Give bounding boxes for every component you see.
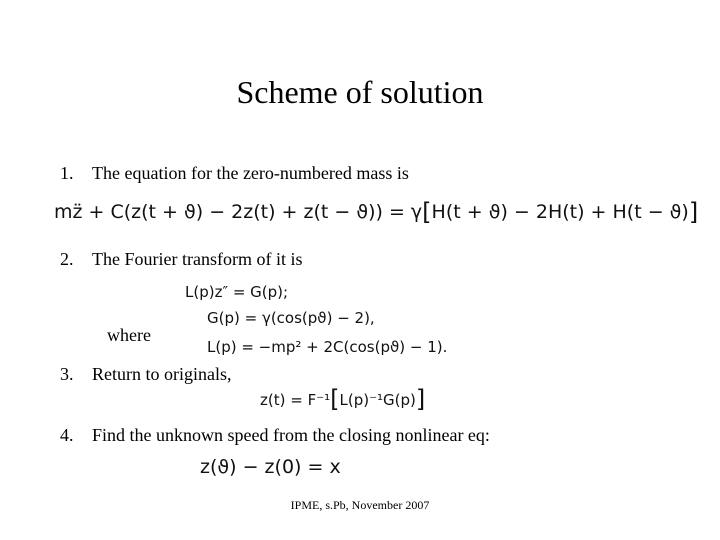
- fourier-equation-3: L(p) = −mp² + 2C(cos(pϑ) − 1).: [207, 338, 448, 356]
- fourier-equation-2: G(p) = γ(cos(pϑ) − 2),: [207, 309, 375, 327]
- inverse-transform-rhs: L(p)⁻¹G(p): [339, 391, 416, 409]
- list-item-4: [60, 425, 490, 446]
- equation-of-motion: mz̈ + C(z(t + ϑ) − 2z(t) + z(t − ϑ)) = γ[H(t + ϑ) − 2H(t) + H(t − ϑ)]: [54, 198, 699, 226]
- list-item-3: [60, 364, 231, 385]
- item-text: Return to originals,: [92, 364, 232, 384]
- item-number: 3.: [60, 364, 74, 384]
- equation-motion-rhs: H(t + ϑ) − 2H(t) + H(t − ϑ): [431, 201, 689, 223]
- item-text: The Fourier transform of it is: [92, 249, 303, 269]
- slide-title: Scheme of solution: [236, 74, 484, 110]
- inverse-transform-lhs: z(t) = F⁻¹: [260, 391, 331, 409]
- item-number: 4.: [60, 425, 74, 445]
- item-number: 1.: [60, 163, 74, 183]
- item-text: The equation for the zero-numbered mass is: [92, 163, 409, 183]
- fourier-equation-1: L(p)z″ = G(p);: [185, 283, 289, 301]
- equation-motion-lhs: mz̈ + C(z(t + ϑ) − 2z(t) + z(t − ϑ)) = γ: [54, 201, 423, 223]
- list-item-1: [60, 163, 409, 184]
- item-text: Find the unknown speed from the closing nonlinear eq:: [92, 425, 490, 445]
- inverse-transform-equation: z(t) = F⁻¹[L(p)⁻¹G(p)]: [260, 385, 426, 413]
- slide-footer: IPME, s.Pb, November 2007: [290, 498, 430, 512]
- closing-equation: z(ϑ) − z(0) = x: [200, 456, 341, 478]
- item-number: 2.: [60, 249, 74, 269]
- where-label: where: [107, 325, 151, 345]
- list-item-2: [60, 249, 302, 270]
